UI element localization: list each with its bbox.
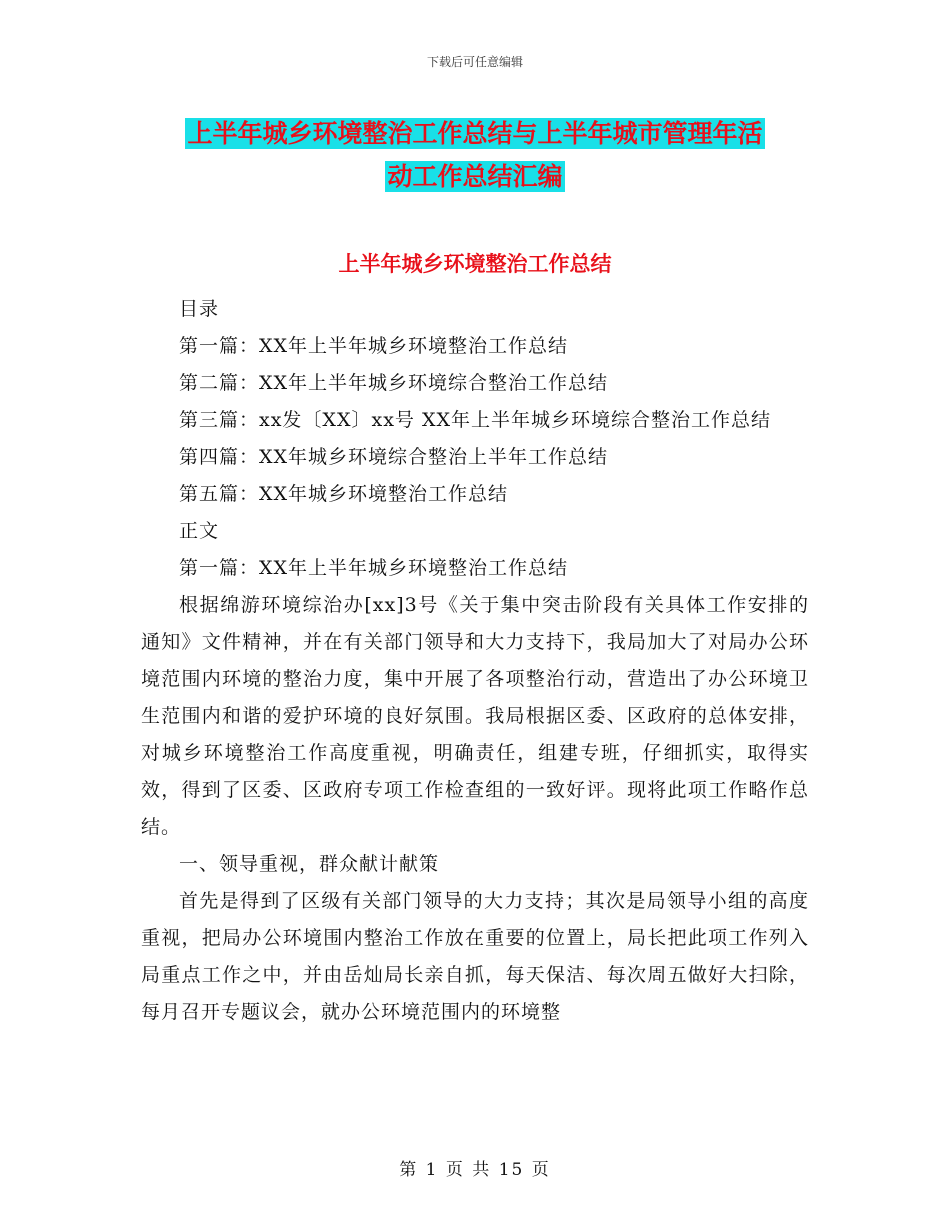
- document-title-text-1: 上半年城乡环境整治工作总结与上半年城市管理年活: [187, 119, 763, 148]
- page-footer: 第 1 页 共 15 页: [399, 1160, 551, 1180]
- document-title-line-2: [0, 157, 950, 193]
- toc-heading: 目录: [179, 298, 220, 320]
- toc-item: 第三篇：xx发〔XX〕xx号 XX年上半年城乡环境综合整治工作总结: [179, 409, 772, 431]
- header-note: 下载后可任意编辑: [426, 55, 523, 69]
- subsection-title: 一、领导重视，群众献计献策: [179, 853, 440, 875]
- toc-item: 第二篇：XX年上半年城乡环境综合整治工作总结: [179, 372, 609, 394]
- body-paragraph: 根据绵游环境综治办[xx]3号《关于集中突击阶段有关具体工作安排的通知》文件精神，并在有关部门领导和大力支持下，我局加大了对局办公环境范围内环境的整治力度，集中开展了各项整治行动，营造出了办公环境卫生范围内和谐的爱护环境的良好氛围。我局根据区委、区政府的总体安排，对城乡环境整治工作高度重视，明确责任，组建专班，仔细抓实，取得实效，得到了区委、区政府专项工作检查组的一致好评。现将此项工作略作总结。: [141, 594, 809, 838]
- document-body: [141, 291, 809, 1031]
- toc-item: 第一篇：XX年上半年城乡环境整治工作总结: [179, 335, 569, 357]
- document-title-line-1: [0, 114, 950, 150]
- document-title-text-2: 动工作总结汇编: [387, 162, 563, 191]
- chapter-title: 第一篇：XX年上半年城乡环境整治工作总结: [179, 557, 569, 579]
- body-heading: 正文: [179, 520, 220, 542]
- toc-item: 第四篇：XX年城乡环境综合整治上半年工作总结: [179, 446, 609, 468]
- toc-item: 第五篇：XX年城乡环境整治工作总结: [179, 483, 509, 505]
- section-title: 上半年城乡环境整治工作总结: [338, 252, 612, 276]
- body-paragraph: 首先是得到了区级有关部门领导的大力支持；其次是局领导小组的高度重视，把局办公环境围内整治工作放在重要的位置上，局长把此项工作列入局重点工作之中，并由岳灿局长亲自抓，每天保洁、每次周五做好大扫除，每月召开专题议会，就办公环境范围内的环境整: [141, 890, 809, 1023]
